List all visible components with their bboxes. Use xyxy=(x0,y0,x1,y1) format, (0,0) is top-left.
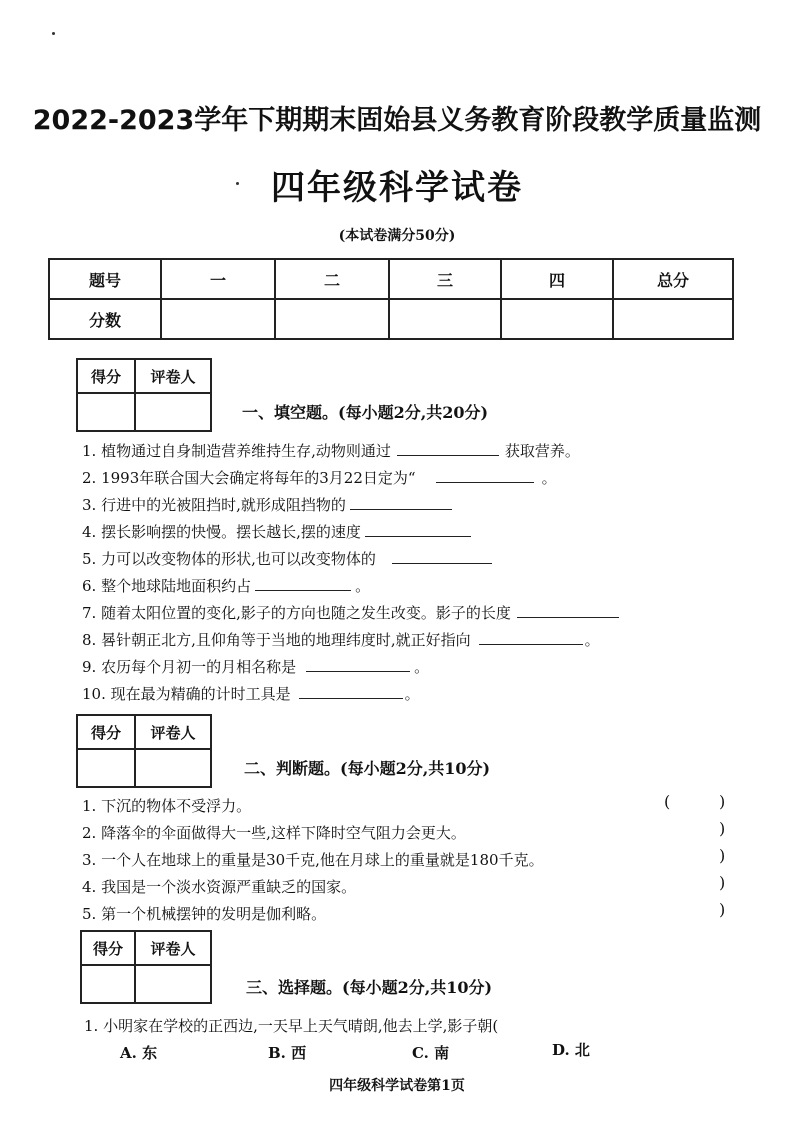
score-table xyxy=(48,258,734,340)
answer-blank[interactable] xyxy=(479,630,583,645)
grader-box-score-cell[interactable] xyxy=(77,749,135,787)
score-table-header-cell: 一 xyxy=(161,259,275,299)
answer-paren-close[interactable]: ) xyxy=(719,792,726,811)
answer-blank[interactable] xyxy=(517,603,619,618)
answer-blank[interactable] xyxy=(306,657,410,672)
judge-question: 5. 第一个机械摆钟的发明是伽利略。 xyxy=(82,905,327,923)
answer-blank[interactable] xyxy=(350,495,452,510)
section-title: 一、填空题。(每小题2分,共20分) xyxy=(242,403,489,422)
choice-option-a[interactable]: A. 东 xyxy=(120,1044,158,1062)
answer-paren-close[interactable]: ) xyxy=(719,846,726,865)
choice-option-b[interactable]: B. 西 xyxy=(268,1044,307,1062)
fill-question: 8. 晷针朝正北方,且仰角等于当地的地理纬度时,就正好指向 。 xyxy=(82,631,600,649)
exam-title: 2022-2023学年下期期末固始县义务教育阶段教学质量监测 xyxy=(32,105,762,136)
fill-question: 7. 随着太阳位置的变化,影子的方向也随之发生改变。影子的长度 xyxy=(82,602,619,623)
exam-subtitle: 四年级科学试卷 xyxy=(271,168,523,208)
grader-box-score-cell[interactable] xyxy=(81,965,135,1003)
fill-question: 6. 整个地球陆地面积约占 。 xyxy=(82,577,371,595)
score-table-header-cell: 三 xyxy=(389,259,501,299)
choice-option-d[interactable]: D. 北 xyxy=(552,1041,590,1059)
speck xyxy=(52,32,55,35)
choice-question: 1. 小明家在学校的正西边,一天早上天气晴朗,他去上学,影子朝( xyxy=(84,1017,499,1035)
grader-box-grader-cell[interactable] xyxy=(135,965,211,1003)
grader-box-grader-cell[interactable] xyxy=(135,749,211,787)
score-table-header-cell: 二 xyxy=(275,259,389,299)
fill-question: 4. 摆长影响摆的快慢。摆长越长,摆的速度 xyxy=(82,521,471,542)
answer-paren-close[interactable]: ) xyxy=(719,873,726,892)
choice-option-c[interactable]: C. 南 xyxy=(412,1044,450,1062)
judge-question: 2. 降落伞的伞面做得大一些,这样下降时空气阻力会更大。 xyxy=(82,824,466,842)
answer-blank[interactable] xyxy=(365,522,471,537)
section-title: 三、选择题。(每小题2分,共10分) xyxy=(246,978,493,997)
score-cell[interactable] xyxy=(275,299,389,339)
score-cell[interactable] xyxy=(161,299,275,339)
answer-paren-open: ( xyxy=(664,792,671,811)
grader-box-score-label: 得分 xyxy=(81,931,135,965)
judge-question: 1. 下沉的物体不受浮力。 xyxy=(82,797,252,815)
fill-question: 3. 行进中的光被阻挡时,就形成阻挡物的 xyxy=(82,494,452,515)
score-cell[interactable] xyxy=(613,299,733,339)
grader-box-score-cell[interactable] xyxy=(77,393,135,431)
fill-question: 5. 力可以改变物体的形状,也可以改变物体的 xyxy=(82,548,492,569)
grader-box-grader-label: 评卷人 xyxy=(135,931,211,965)
score-table-header-cell: 四 xyxy=(501,259,613,299)
judge-question: 3. 一个人在地球上的重量是30千克,他在月球上的重量就是180千克。 xyxy=(82,851,544,869)
judge-question: 4. 我国是一个淡水资源严重缺乏的国家。 xyxy=(82,878,357,896)
full-score-note: (本试卷满分50分) xyxy=(338,228,456,244)
grader-box xyxy=(76,358,212,432)
fill-question: 2. 1993年联合国大会确定将每年的3月22日定为“ 。 xyxy=(82,469,557,487)
grader-box-score-label: 得分 xyxy=(77,715,135,749)
fill-question: 9. 农历每个月初一的月相名称是 。 xyxy=(82,658,430,676)
grader-box-score-label: 得分 xyxy=(77,359,135,393)
grader-box-grader-label: 评卷人 xyxy=(135,715,211,749)
score-table-row-label: 分数 xyxy=(49,299,161,339)
answer-blank[interactable] xyxy=(392,549,492,564)
answer-blank[interactable] xyxy=(436,468,534,483)
grader-box xyxy=(76,714,212,788)
grader-box xyxy=(80,930,212,1004)
fill-question: 1. 植物通过自身制造营养维持生存,动物则通过 获取营养。 xyxy=(82,442,580,460)
section-title: 二、判断题。(每小题2分,共10分) xyxy=(244,759,491,778)
grader-box-grader-label: 评卷人 xyxy=(135,359,211,393)
score-table-header-cell: 总分 xyxy=(613,259,733,299)
page-footer: 四年级科学试卷第1页 xyxy=(329,1078,465,1094)
answer-blank[interactable] xyxy=(299,684,403,699)
score-cell[interactable] xyxy=(389,299,501,339)
fill-question: 10. 现在最为精确的计时工具是 。 xyxy=(82,685,420,703)
grader-box-grader-cell[interactable] xyxy=(135,393,211,431)
answer-paren-close[interactable]: ) xyxy=(719,900,726,919)
score-table-header-cell: 题号 xyxy=(49,259,161,299)
score-cell[interactable] xyxy=(501,299,613,339)
answer-blank[interactable] xyxy=(255,576,351,591)
answer-paren-close[interactable]: ) xyxy=(719,819,726,838)
answer-blank[interactable] xyxy=(397,441,499,456)
